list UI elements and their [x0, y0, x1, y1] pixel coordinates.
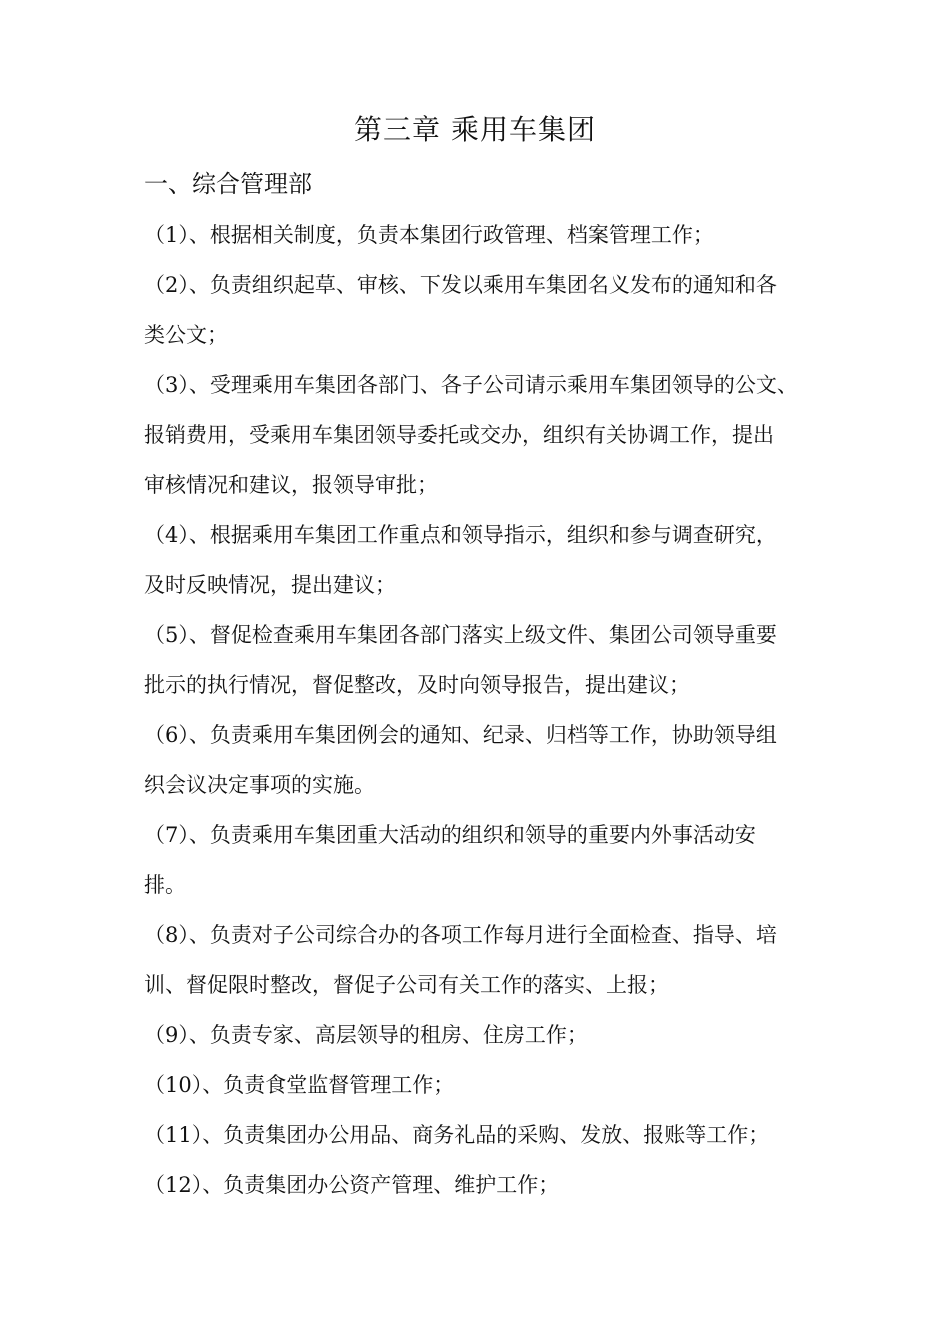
text-line-14: 排。: [144, 873, 186, 897]
text-line-10: 批示的执行情况，督促整改，及时向领导报告，提出建议；: [144, 673, 690, 697]
chapter-title: 第三章 乘用车集团: [354, 113, 596, 146]
text-line-19: （11）、负责集团办公用品、商务礼品的采购、发放、报账等工作；: [144, 1123, 770, 1147]
text-line-15: （8）、负责对子公司综合办的各项工作每月进行全面检查、指导、培: [144, 923, 777, 947]
text-line-3: 类公文；: [144, 323, 228, 347]
body-text: [144, 210, 814, 1210]
section-heading: 一、综合管理部: [144, 170, 312, 198]
text-line-6: 审核情况和建议，报领导审批；: [144, 473, 438, 497]
text-line-16: 训、督促限时整改，督促子公司有关工作的落实、上报；: [144, 973, 669, 997]
text-line-2: （2）、负责组织起草、审核、下发以乘用车集团名义发布的通知和各: [144, 273, 777, 297]
text-line-4: （3）、受理乘用车集团各部门、各子公司请示乘用车集团领导的公文、: [144, 373, 798, 397]
text-line-18: （10）、负责食堂监督管理工作；: [144, 1073, 455, 1097]
text-line-1: （1）、根据相关制度，负责本集团行政管理、档案管理工作；: [144, 223, 714, 247]
text-line-11: （6）、负责乘用车集团例会的通知、纪录、归档等工作，协助领导组: [144, 723, 777, 747]
text-line-9: （5）、督促检查乘用车集团各部门落实上级文件、集团公司领导重要: [144, 623, 777, 647]
text-line-12: 织会议决定事项的实施。: [144, 773, 375, 797]
text-line-17: （9）、负责专家、高层领导的租房、住房工作；: [144, 1023, 588, 1047]
text-line-7: （4）、根据乘用车集团工作重点和领导指示，组织和参与调查研究，: [144, 523, 777, 547]
text-line-13: （7）、负责乘用车集团重大活动的组织和领导的重要内外事活动安: [144, 823, 756, 847]
text-line-20: （12）、负责集团办公资产管理、维护工作；: [144, 1173, 560, 1197]
text-line-8: 及时反映情况，提出建议；: [144, 573, 396, 597]
text-line-5: 报销费用，受乘用车集团领导委托或交办，组织有关协调工作，提出: [144, 423, 774, 447]
